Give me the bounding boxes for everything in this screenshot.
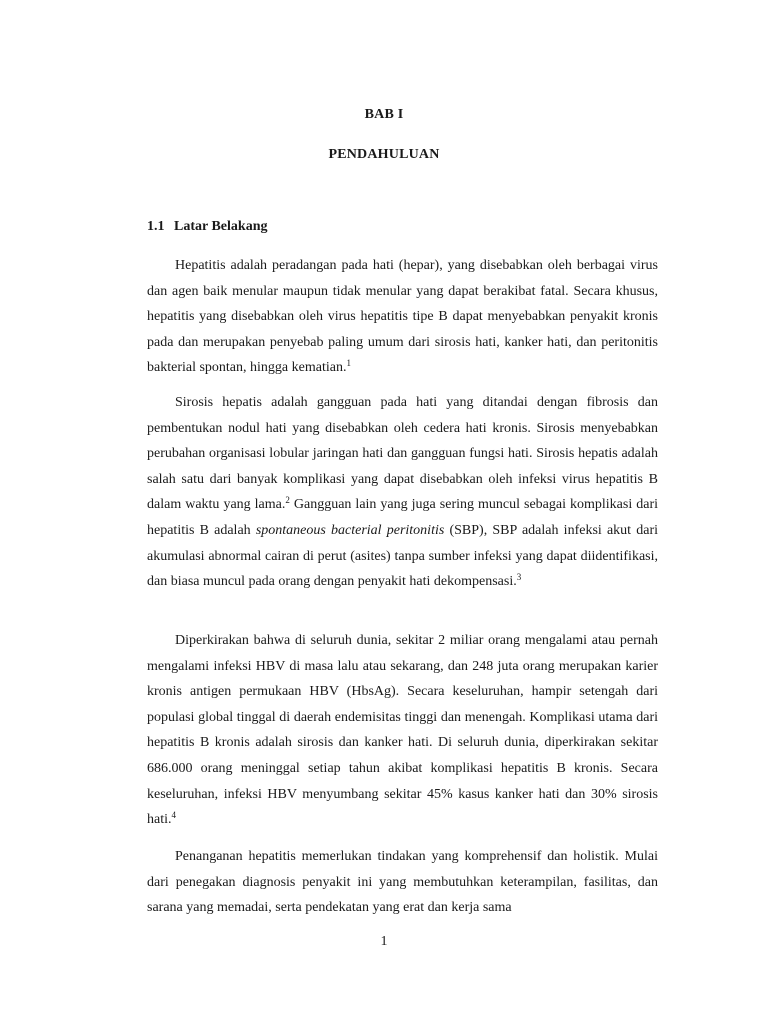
paragraph-4 [147, 844, 658, 921]
paragraph-4-text: Penanganan hepatitis memerlukan tindakan yang komprehensif dan holistik. Mulai dari penegakan diagnosis penyakit ini yang membutuhkan keterampilan, fasilitas, dan sarana yang memadai, serta pendekatan yang erat dan kerja sama [147, 849, 658, 916]
paragraph-2 [147, 390, 658, 595]
paragraph-3 [147, 628, 658, 833]
footnote-ref-4[interactable]: 4 [171, 810, 176, 821]
paragraph-2-text-a: Sirosis hepatis adalah gangguan pada hati yang ditandai dengan fibrosis dan pembentukan nodul hati yang disebabkan oleh cedera hati kronis. Sirosis menyebabkan perubahan organisasi lobular jaringan hati dan gangguan fungsi hati. Sirosis hepatis adalah salah satu dari banyak komplikasi yang dapat disebabkan oleh infeksi virus hepatitis B dalam waktu yang lama. [147, 395, 658, 513]
section-heading [147, 219, 267, 235]
chapter-title: PENDAHULUAN [328, 147, 440, 162]
section-title: Latar Belakang [174, 219, 268, 234]
footnote-ref-2[interactable]: 2 [285, 495, 290, 506]
paragraph-2-text-b: Gangguan lain yang juga sering muncul sebagai komplikasi dari hepatitis B adalah [147, 497, 658, 538]
paragraph-2-text-c: (SBP), SBP adalah infeksi akut dari akumulasi abnormal cairan di perut (asites) tanpa sumber infeksi yang dapat diidentifikasi, dan biasa muncul pada orang dengan penyakit hati dekompensasi. [147, 522, 658, 590]
footnote-ref-3[interactable]: 3 [516, 572, 522, 583]
paragraph-3-text: Diperkirakan bahwa di seluruh dunia, sekitar 2 miliar orang mengalami atau pernah mengalami infeksi HBV di masa lalu atau sekarang, dan 248 juta orang merupakan karier kronis antigen permukaan HBV (HbsAg). Secara keseluruhan, hampir setengah dari populasi global tinggal di daerah endemisitas tinggi dan menengah. Komplikasi utama dari hepatitis B kronis adalah sirosis dan kanker hati. Di seluruh dunia, diperkirakan sekitar 686.000 orang meninggal setiap tahun akibat komplikasi hepatitis B kronis. Secara keseluruhan, infeksi HBV menyumbang sekitar 45% kasus kanker hati dan 30% sirosis hati. [147, 633, 658, 828]
footnote-ref-1[interactable]: 1 [346, 358, 351, 369]
chapter-number: BAB I [364, 107, 404, 122]
section-number: 1.1 [147, 219, 165, 234]
paragraph-2-italic-term: spontaneous bacterial peritonitis [255, 522, 445, 538]
paragraph-1 [147, 253, 658, 381]
paragraph-1-text: Hepatitis adalah peradangan pada hati (hepar), yang disebabkan oleh berbagai virus dan agen baik menular maupun tidak menular yang dapat berakibat fatal. Secara khusus, hepatitis yang disebabkan oleh virus hepatitis tipe B dapat menyebabkan penyakit kronis pada dan merupakan penyebab paling umum dari sirosis hati, kanker hati, dan peritonitis bakterial spontan, hingga kematian. [147, 258, 658, 376]
page-number: 1 [380, 934, 388, 949]
